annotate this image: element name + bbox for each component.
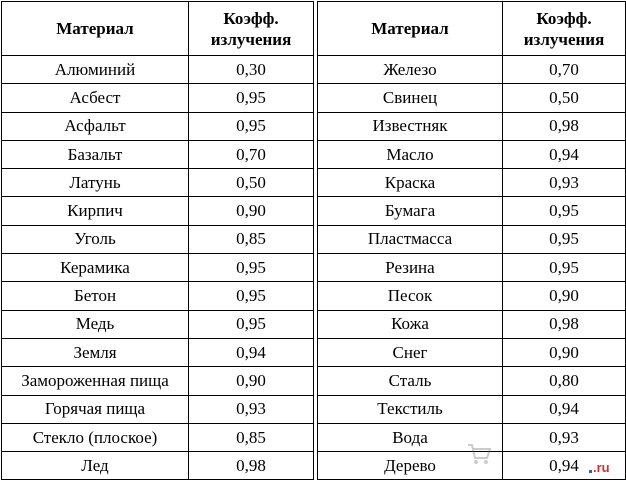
table-row [318, 367, 626, 395]
coefficient-cell: 0,98 [503, 112, 626, 140]
material-cell: Известняк [318, 112, 503, 140]
coefficient-cell: 0,95 [189, 84, 314, 112]
material-cell: Лед [2, 452, 189, 480]
coefficient-cell: 0,30 [189, 56, 314, 84]
table-row [2, 367, 314, 395]
material-cell: Стекло (плоское) [2, 423, 189, 451]
material-cell: Вода [318, 423, 503, 451]
coefficient-cell: 0,95 [503, 197, 626, 225]
header-coefficient-line2: излучения [210, 29, 292, 49]
watermark-square [589, 470, 592, 473]
table-row [318, 395, 626, 423]
material-cell: Уголь [2, 225, 189, 253]
coefficient-cell: 0,85 [189, 423, 314, 451]
table-row [2, 169, 314, 197]
table-row [2, 282, 314, 310]
header-material: Материал [318, 2, 503, 56]
coefficient-cell: 0,94 [189, 338, 314, 366]
coefficient-cell: 0,85 [189, 225, 314, 253]
table-row [2, 452, 314, 480]
material-cell: Масло [318, 140, 503, 168]
material-cell: Резина [318, 254, 503, 282]
table-row [318, 282, 626, 310]
table-row [2, 225, 314, 253]
cart-icon [466, 441, 492, 467]
material-cell: Сталь [318, 367, 503, 395]
table-row [2, 254, 314, 282]
table-header-row [2, 2, 314, 56]
material-cell: Асбест [2, 84, 189, 112]
material-cell: Базальт [2, 140, 189, 168]
material-cell: Алюминий [2, 56, 189, 84]
material-cell: Дерево [318, 452, 503, 480]
coefficient-cell: 0,90 [503, 338, 626, 366]
table-body-left [2, 56, 314, 480]
header-coefficient-line2: излучения [523, 29, 605, 49]
coefficient-cell: 0,90 [189, 367, 314, 395]
coefficient-cell: 0,94 [503, 452, 626, 480]
coefficient-cell: 0,70 [503, 56, 626, 84]
table-row [2, 310, 314, 338]
table-row [318, 169, 626, 197]
material-cell: Песок [318, 282, 503, 310]
table-row [318, 56, 626, 84]
material-cell: Кирпич [2, 197, 189, 225]
emissivity-table-left [1, 1, 314, 480]
material-cell: Краска [318, 169, 503, 197]
material-cell: Асфальт [2, 112, 189, 140]
material-cell: Снег [318, 338, 503, 366]
table-header-row [318, 2, 626, 56]
coefficient-cell: 0,50 [503, 84, 626, 112]
material-cell: Кожа [318, 310, 503, 338]
coefficient-cell: 0,95 [189, 282, 314, 310]
coefficient-cell: 0,93 [503, 423, 626, 451]
table-row [318, 338, 626, 366]
material-cell: Свинец [318, 84, 503, 112]
header-coefficient-line1: Коэфф. [223, 8, 279, 28]
header-material: Материал [2, 2, 189, 56]
coefficient-cell: 0,98 [503, 310, 626, 338]
coefficient-cell: 0,95 [189, 310, 314, 338]
table-row [318, 112, 626, 140]
coefficient-cell: 0,95 [503, 254, 626, 282]
material-cell: Текстиль [318, 395, 503, 423]
material-cell: Горячая пища [2, 395, 189, 423]
table-body-right [318, 56, 626, 480]
table-row [2, 338, 314, 366]
coefficient-cell: 0,94 [503, 140, 626, 168]
table-row [318, 140, 626, 168]
coefficient-cell: 0,94 [503, 395, 626, 423]
table-row [2, 423, 314, 451]
table-row [2, 197, 314, 225]
material-cell: Латунь [2, 169, 189, 197]
material-cell: Замороженная пища [2, 367, 189, 395]
watermark-domain-suffix: .ru [593, 460, 610, 475]
material-cell: Железо [318, 56, 503, 84]
coefficient-cell: 0,90 [189, 197, 314, 225]
header-coefficient-line1: Коэфф. [536, 8, 592, 28]
table-row [2, 56, 314, 84]
coefficient-cell: 0,50 [189, 169, 314, 197]
material-cell: Керамика [2, 254, 189, 282]
table-row [2, 84, 314, 112]
material-cell: Бетон [2, 282, 189, 310]
material-cell: Земля [2, 338, 189, 366]
material-cell: Медь [2, 310, 189, 338]
coefficient-cell: 0,70 [189, 140, 314, 168]
header-coefficient [189, 2, 314, 56]
coefficient-cell: 0,95 [189, 112, 314, 140]
coefficient-cell: 0,93 [503, 169, 626, 197]
material-cell: Бумага [318, 197, 503, 225]
header-coefficient [503, 2, 626, 56]
table-row [318, 84, 626, 112]
table-row [2, 112, 314, 140]
coefficient-cell: 0,95 [503, 225, 626, 253]
emissivity-tables [1, 1, 626, 480]
table-row [2, 140, 314, 168]
table-row [318, 225, 626, 253]
material-cell: Пластмасса [318, 225, 503, 253]
coefficient-cell: 0,95 [189, 254, 314, 282]
coefficient-cell: 0,90 [503, 282, 626, 310]
coefficient-cell: 0,93 [189, 395, 314, 423]
table-row [2, 395, 314, 423]
coefficient-cell: 0,98 [189, 452, 314, 480]
table-row [318, 310, 626, 338]
table-row [318, 254, 626, 282]
coefficient-cell: 0,80 [503, 367, 626, 395]
emissivity-table-right [317, 1, 626, 480]
table-row [318, 197, 626, 225]
